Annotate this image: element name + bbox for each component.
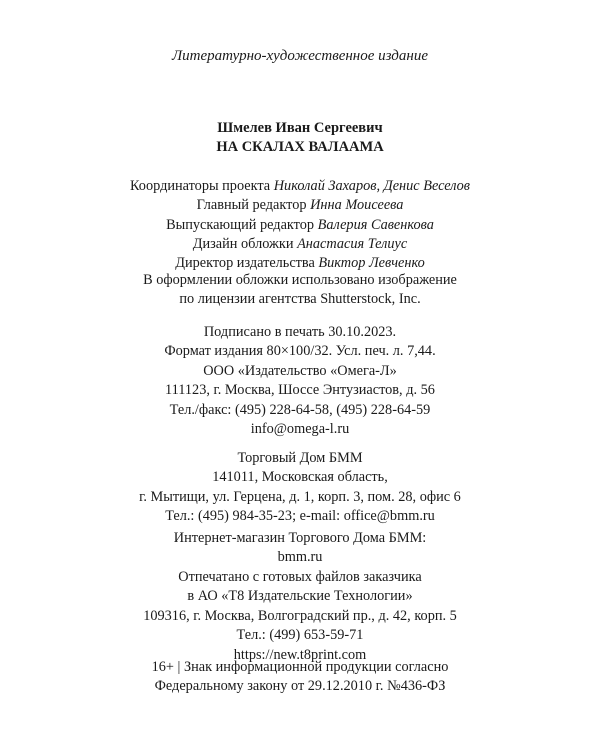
printer-info	[0, 568, 600, 665]
trade-house-contacts: Тел.: (495) 984-35-23; e-mail: office@bmm.ru	[165, 508, 435, 525]
online-shop-label: Интернет-магазин Торгового Дома БММ:	[173, 530, 427, 546]
online-shop-info	[0, 529, 600, 568]
credit-line	[0, 216, 600, 235]
edition-format: Формат издания 80×100/32. Усл. печ. л. 7,44.	[164, 343, 436, 360]
publisher-info	[0, 362, 600, 440]
edition-type: Литературно-художественное издание	[172, 48, 428, 64]
credit-role: Дизайн обложки	[192, 235, 294, 252]
age-rating-line: 16+ | Знак информационной продукции согласно	[151, 659, 449, 675]
publisher-name: ООО «Издательство «Омега-Л»	[203, 363, 397, 379]
book-heading	[0, 119, 600, 157]
credit-name: Николай Захаров, Денис Веселов	[273, 178, 471, 194]
credit-role: Директор издательства	[175, 255, 315, 272]
credit-role: Главный редактор	[196, 197, 307, 214]
credit-name: Виктор Левченко	[318, 255, 425, 272]
credit-line	[0, 177, 600, 196]
online-shop-url: bmm.ru	[277, 549, 323, 566]
trade-house-name: Торговый Дом БММ	[237, 450, 363, 466]
printer-address: 109316, г. Москва, Волгоградский пр., д. 42, корп. 5	[143, 607, 457, 624]
credit-role: Выпускающий редактор	[166, 216, 315, 233]
printer-line: в АО «Т8 Издательские Технологии»	[187, 588, 413, 605]
credit-line	[0, 235, 600, 254]
printer-url: https://new.t8print.com	[233, 646, 367, 663]
credit-line	[0, 196, 600, 215]
credit-role: Координаторы проекта	[129, 178, 271, 194]
print-info	[0, 323, 600, 362]
credits-block	[0, 177, 600, 273]
trade-house-address-line: г. Мытищи, ул. Герцена, д. 1, корп. 3, пом. 28, офис 6	[139, 488, 461, 505]
credit-name: Валерия Савенкова	[317, 216, 434, 233]
trade-house-info	[0, 449, 600, 527]
cover-note-line: по лицензии агентства Shutterstock, Inc.	[179, 291, 421, 308]
credit-name: Анастасия Телиус	[297, 235, 408, 252]
printer-phone: Тел.: (499) 653-59-71	[236, 627, 364, 644]
publisher-address: 111123, г. Москва, Шоссе Энтузиастов, д. 56	[165, 382, 435, 399]
publisher-phone: Тел./факс: (495) 228-64-58, (495) 228-64-59	[169, 401, 431, 418]
cover-image-note	[0, 271, 600, 310]
credit-name: Инна Моисеева	[310, 197, 404, 214]
cover-note-line: В оформлении обложки использовано изображение	[143, 272, 457, 288]
signed-to-print: Подписано в печать 30.10.2023.	[203, 324, 397, 340]
publisher-email: info@omega-l.ru	[250, 421, 350, 438]
printer-line: Отпечатано с готовых файлов заказчика	[178, 569, 422, 585]
trade-house-address-line: 141011, Московская область,	[212, 469, 388, 486]
book-title: НА СКАЛАХ ВАЛААМА	[216, 139, 384, 155]
book-author: Шмелев Иван Сергеевич	[217, 120, 383, 136]
age-rating-line: Федеральному закону от 29.12.2010 г. №436-ФЗ	[154, 678, 446, 695]
age-rating-info	[0, 658, 600, 697]
